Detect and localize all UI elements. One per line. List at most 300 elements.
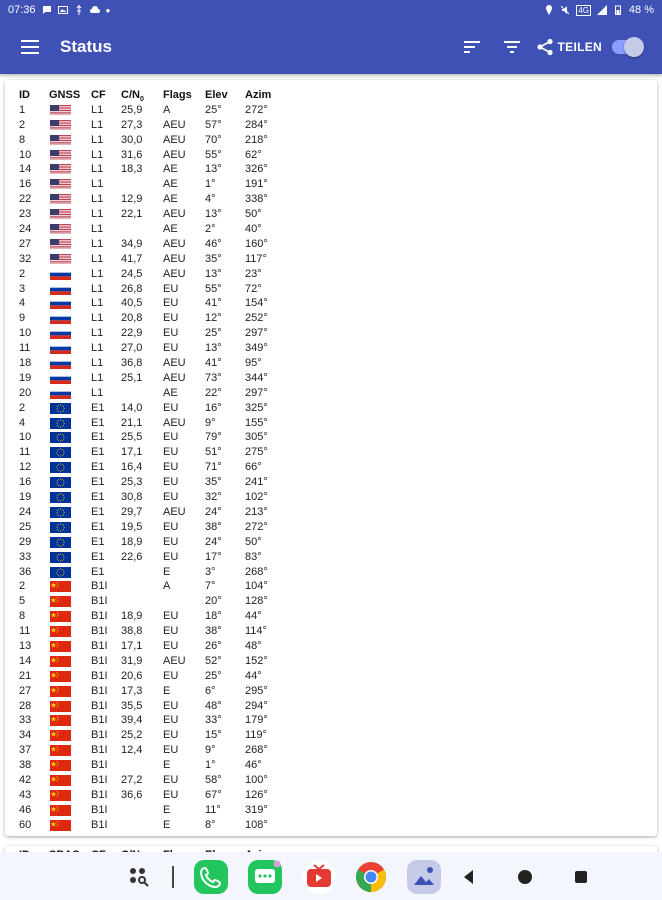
table-row [19, 192, 639, 207]
cell-elev: 13° [205, 163, 222, 176]
cell-azim: 155° [245, 416, 268, 429]
cell-azim: 50° [245, 535, 262, 548]
china-flag-icon [50, 775, 71, 786]
cell-cf: B1I [91, 669, 108, 682]
table-row [19, 505, 639, 520]
signal-icon [597, 5, 607, 15]
cell-azim: 297° [245, 327, 268, 340]
cell-elev: 51° [205, 446, 222, 459]
china-flag-icon [50, 641, 71, 652]
cell-cf: B1I [91, 759, 108, 772]
cell-cf: B1I [91, 773, 108, 786]
russia-flag-icon [50, 298, 71, 309]
table-row [19, 579, 639, 594]
cell-cn0: 18,9 [121, 610, 143, 623]
us-flag-icon [50, 120, 71, 131]
us-flag-icon [50, 150, 71, 161]
cell-id: 16 [19, 178, 32, 191]
battery-icon [613, 5, 623, 15]
cell-id: 2 [19, 118, 26, 131]
cell-azim: 117° [245, 252, 267, 265]
cell-cf: B1I [91, 699, 108, 712]
cell-flags: AEU [163, 252, 186, 265]
eu-flag-icon [50, 537, 71, 548]
tv-app[interactable] [300, 858, 338, 896]
cell-elev: 55° [205, 282, 222, 295]
cell-cn0: 19,5 [121, 520, 143, 533]
cell-azim: 344° [245, 371, 268, 384]
cell-azim: 191° [245, 178, 268, 191]
cell-flags: EU [163, 312, 179, 325]
cell-cn0: 36,8 [121, 357, 143, 370]
china-flag-icon [50, 596, 71, 607]
cell-id: 37 [19, 744, 32, 757]
china-flag-icon [50, 745, 71, 756]
cell-id: 4 [19, 416, 26, 429]
cell-azim: 252° [245, 312, 268, 325]
cell-id: 4 [19, 297, 26, 310]
cell-azim: 268° [245, 565, 268, 578]
cell-cf: B1I [91, 684, 108, 697]
cell-cn0: 31,9 [121, 654, 143, 667]
cell-flags: AEU [163, 416, 186, 429]
cell-azim: 100° [245, 773, 268, 786]
cell-cf: E1 [91, 476, 105, 489]
cell-azim: 326° [245, 163, 268, 176]
cell-elev: 48° [205, 699, 222, 712]
cell-flags: EU [163, 327, 179, 340]
cell-flags: EU [163, 297, 179, 310]
cell-cn0: 20,8 [121, 312, 143, 325]
cell-elev: 38° [205, 520, 222, 533]
russia-flag-icon [50, 284, 71, 295]
cell-elev: 15° [205, 729, 222, 742]
gallery-app[interactable] [405, 858, 443, 896]
cell-elev: 26° [205, 639, 222, 652]
cell-elev: 73° [205, 371, 222, 384]
us-flag-icon [50, 209, 71, 220]
cell-elev: 55° [205, 148, 222, 161]
cell-azim: 179° [245, 714, 268, 727]
cell-id: 11 [19, 342, 31, 355]
menu-button[interactable] [0, 20, 60, 74]
table-row [19, 103, 639, 118]
cell-flags: AEU [163, 148, 186, 161]
table-row [19, 788, 639, 803]
table-header [19, 88, 639, 103]
cell-cf: E1 [91, 401, 105, 414]
cell-elev: 25° [205, 327, 222, 340]
table-row [19, 699, 639, 714]
cell-cn0: 36,6 [121, 788, 143, 801]
table-row [19, 133, 639, 148]
china-flag-icon [50, 790, 71, 801]
cell-cn0: 12,9 [121, 193, 143, 206]
header-id: ID [19, 89, 30, 101]
cell-flags: AEU [163, 118, 186, 131]
china-flag-icon [50, 701, 71, 712]
cell-azim: 72° [245, 282, 262, 295]
share-label: TEILEN [557, 40, 602, 54]
table-row [19, 758, 639, 773]
cell-id: 9 [19, 312, 26, 325]
us-flag-icon [50, 105, 71, 116]
cell-elev: 9° [205, 744, 216, 757]
cell-elev: 16° [205, 401, 222, 414]
cell-cf: L1 [91, 193, 104, 206]
russia-flag-icon [50, 313, 71, 324]
cell-cf: L1 [91, 371, 104, 384]
cell-id: 46 [19, 803, 32, 816]
cell-cf: L1 [91, 163, 104, 176]
cell-cf: L1 [91, 118, 104, 131]
cell-elev: 70° [205, 133, 222, 146]
cell-elev: 13° [205, 267, 222, 280]
cell-azim: 319° [245, 803, 268, 816]
cell-azim: 119° [245, 729, 267, 742]
cell-cf: B1I [91, 610, 108, 623]
us-flag-icon [50, 224, 71, 235]
cell-cf: L1 [91, 252, 104, 265]
table-row [19, 520, 639, 535]
table-row [19, 371, 639, 386]
cell-cn0: 29,7 [121, 505, 143, 518]
filter-icon [504, 41, 520, 53]
cell-cn0: 17,1 [121, 446, 143, 459]
eu-flag-icon [50, 447, 71, 458]
messages-app[interactable] [246, 858, 284, 896]
cell-azim: 284° [245, 118, 268, 131]
filter-button[interactable] [492, 20, 532, 74]
status-time: 07:36 [8, 4, 36, 16]
cell-flags: AEU [163, 237, 186, 250]
cell-elev: 11° [205, 803, 221, 816]
cell-flags: AEU [163, 654, 186, 667]
cell-cn0: 25,5 [121, 431, 143, 444]
cell-id: 34 [19, 729, 32, 742]
cell-elev: 3° [205, 565, 216, 578]
table-row [19, 594, 639, 609]
russia-flag-icon [50, 269, 71, 280]
table-row [19, 654, 639, 669]
china-flag-icon [50, 715, 71, 726]
cell-id: 23 [19, 208, 32, 221]
share-button[interactable] [532, 20, 612, 74]
app-drawer-button[interactable] [120, 858, 158, 896]
cell-cf: E1 [91, 520, 105, 533]
table-row [19, 445, 639, 460]
cell-id: 14 [19, 654, 32, 667]
us-flag-icon [50, 239, 71, 250]
cell-cf: B1I [91, 654, 108, 667]
cell-azim: 44° [245, 610, 262, 623]
cell-id: 60 [19, 818, 32, 831]
cell-elev: 33° [205, 714, 222, 727]
table-row [19, 401, 639, 416]
cell-cn0: 35,5 [121, 699, 143, 712]
cell-cn0: 40,5 [121, 297, 143, 310]
cell-cf: L1 [91, 237, 104, 250]
cell-elev: 13° [205, 342, 222, 355]
us-flag-icon [50, 179, 71, 190]
cell-azim: 338° [245, 193, 268, 206]
cell-elev: 71° [205, 461, 222, 474]
cell-cn0: 25,3 [121, 476, 143, 489]
gallery-icon [58, 5, 68, 15]
header-cn0-sub: 0 [139, 96, 144, 104]
cell-elev: 79° [205, 431, 222, 444]
eu-flag-icon [50, 522, 71, 533]
cell-id: 27 [19, 237, 32, 250]
china-flag-icon [50, 760, 71, 771]
cell-flags: AEU [163, 208, 186, 221]
cell-azim: 46° [245, 759, 262, 772]
cell-elev: 9° [205, 416, 216, 429]
cell-elev: 8° [205, 818, 216, 831]
cell-azim: 154° [245, 297, 268, 310]
cell-cn0: 26,8 [121, 282, 143, 295]
cell-cf: B1I [91, 639, 108, 652]
cell-id: 1 [19, 103, 26, 116]
cell-azim: 48° [245, 639, 262, 652]
cell-azim: 66° [245, 461, 262, 474]
header-cf: CF [91, 89, 106, 101]
cell-elev: 41° [205, 297, 222, 310]
cell-azim: 272° [245, 103, 268, 116]
table-row [19, 669, 639, 684]
sort-icon [464, 41, 480, 53]
cell-cn0: 25,9 [121, 103, 143, 116]
cell-elev: 7° [205, 580, 216, 593]
eu-flag-icon [50, 403, 71, 414]
cell-id: 24 [19, 505, 32, 518]
sort-button[interactable] [452, 20, 492, 74]
table-row [19, 416, 639, 431]
table-row [19, 162, 639, 177]
cell-cn0: 18,9 [121, 535, 143, 548]
battery-level: 48 % [628, 4, 654, 16]
cell-flags: E [163, 818, 171, 831]
cell-elev: 24° [205, 505, 222, 518]
table-row [19, 460, 639, 475]
cell-azim: 104° [245, 580, 268, 593]
eu-flag-icon [50, 432, 71, 443]
cell-elev: 35° [205, 252, 222, 265]
cell-cf: L1 [91, 282, 104, 295]
cell-elev: 57° [205, 118, 222, 131]
cell-azim: 23° [245, 267, 262, 280]
table-row [19, 624, 639, 639]
cell-elev: 38° [205, 625, 222, 638]
cell-id: 19 [19, 371, 32, 384]
cell-id: 21 [19, 669, 32, 682]
status-bar [0, 0, 662, 20]
table-row [19, 728, 639, 743]
cloud-icon [90, 5, 100, 15]
cell-cf: L1 [91, 223, 104, 236]
cell-id: 25 [19, 520, 32, 533]
table-row [19, 818, 639, 833]
table-row [19, 222, 639, 237]
cell-flags: AEU [163, 133, 186, 146]
cell-cn0: 27,0 [121, 342, 143, 355]
table-row [19, 296, 639, 311]
cell-flags: EU [163, 431, 179, 444]
eu-flag-icon [50, 462, 71, 473]
chrome-icon [353, 859, 389, 895]
cell-elev: 32° [205, 491, 222, 504]
table-row [19, 550, 639, 565]
chrome-app[interactable] [352, 858, 390, 896]
table-row [19, 743, 639, 758]
cell-flags: EU [163, 476, 179, 489]
cell-elev: 67° [205, 788, 222, 801]
dot-icon: ● [105, 5, 111, 15]
cell-flags: AE [163, 386, 178, 399]
cell-azim: 213° [245, 505, 268, 518]
table-row [19, 252, 639, 267]
live-toggle[interactable] [612, 40, 642, 54]
cell-cf: L1 [91, 208, 104, 221]
cell-cn0: 17,3 [121, 684, 143, 697]
cell-cn0: 22,6 [121, 550, 143, 563]
recents-button[interactable] [562, 858, 600, 896]
cell-cn0: 20,6 [121, 669, 143, 682]
eu-flag-icon [50, 552, 71, 563]
cell-elev: 52° [205, 654, 222, 667]
table-row [19, 386, 639, 401]
cell-id: 3 [19, 282, 26, 295]
cell-flags: EU [163, 729, 179, 742]
header-elev: Elev [205, 89, 228, 101]
cell-elev: 18° [205, 610, 222, 623]
cell-azim: 295° [245, 684, 268, 697]
table-row [19, 326, 639, 341]
cell-elev: 58° [205, 773, 222, 786]
cell-cf: E1 [91, 535, 105, 548]
app-drawer-icon [127, 865, 151, 889]
cell-elev: 20° [205, 595, 222, 608]
cell-id: 10 [19, 148, 32, 161]
cell-cf: E1 [91, 505, 105, 518]
navigation-bar [0, 852, 662, 900]
cell-flags: AE [163, 193, 178, 206]
table-row [19, 684, 639, 699]
cell-flags: EU [163, 639, 179, 652]
russia-flag-icon [50, 388, 71, 399]
table-row [19, 609, 639, 624]
cell-cn0: 22,9 [121, 327, 143, 340]
cell-cf: B1I [91, 580, 108, 593]
cell-azim: 305° [245, 431, 268, 444]
cell-cf: L1 [91, 103, 104, 116]
cell-elev: 12° [205, 312, 222, 325]
app-bar [0, 20, 662, 74]
cell-cn0: 25,1 [121, 371, 143, 384]
cell-elev: 1° [205, 759, 216, 772]
cell-elev: 13° [205, 208, 222, 221]
cell-id: 29 [19, 535, 32, 548]
table-row [19, 535, 639, 550]
cell-cn0: 12,4 [121, 744, 143, 757]
china-flag-icon [50, 671, 71, 682]
cell-id: 11 [19, 446, 31, 459]
cell-cf: L1 [91, 312, 104, 325]
cell-flags: EU [163, 744, 179, 757]
table-row [19, 237, 639, 252]
cell-id: 33 [19, 550, 32, 563]
phone-app[interactable] [192, 858, 230, 896]
cell-azim: 268° [245, 744, 268, 757]
table-row [19, 177, 639, 192]
cell-azim: 349° [245, 342, 268, 355]
cell-flags: EU [163, 282, 179, 295]
cell-flags: AEU [163, 505, 186, 518]
cell-id: 11 [19, 625, 31, 638]
cell-id: 33 [19, 714, 32, 727]
recents-icon [573, 869, 589, 885]
tv-icon [301, 859, 337, 895]
back-button[interactable] [450, 858, 488, 896]
cell-cf: B1I [91, 744, 108, 757]
cell-flags: AE [163, 223, 178, 236]
cell-cn0: 22,1 [121, 208, 143, 221]
phone-icon [193, 859, 229, 895]
cell-id: 43 [19, 788, 32, 801]
eu-flag-icon [50, 477, 71, 488]
cell-cf: L1 [91, 133, 104, 146]
usb-icon [74, 5, 84, 15]
cell-elev: 2° [205, 223, 216, 236]
russia-flag-icon [50, 358, 71, 369]
cell-cf: B1I [91, 803, 108, 816]
china-flag-icon [50, 656, 71, 667]
home-button[interactable] [506, 858, 544, 896]
us-flag-icon [50, 194, 71, 205]
table-row [19, 148, 639, 163]
us-flag-icon [50, 135, 71, 146]
cell-id: 24 [19, 223, 32, 236]
china-flag-icon [50, 581, 71, 592]
table-row [19, 430, 639, 445]
cell-azim: 114° [245, 625, 267, 638]
cell-azim: 241° [245, 476, 268, 489]
table-row [19, 803, 639, 818]
cell-id: 10 [19, 431, 32, 444]
china-flag-icon [50, 686, 71, 697]
cell-flags: AE [163, 178, 178, 191]
satellite-table [19, 88, 639, 833]
cell-cn0: 25,2 [121, 729, 143, 742]
cell-cf: E1 [91, 550, 105, 563]
cell-id: 5 [19, 595, 26, 608]
china-flag-icon [50, 820, 71, 831]
cell-cf: E1 [91, 491, 105, 504]
cell-flags: A [163, 103, 171, 116]
cell-azim: 294° [245, 699, 268, 712]
russia-flag-icon [50, 328, 71, 339]
table-row [19, 773, 639, 788]
cell-flags: EU [163, 610, 179, 623]
cell-cf: L1 [91, 267, 104, 280]
header-cn0-main: C/N [121, 89, 140, 101]
cell-flags: AE [163, 163, 178, 176]
cell-cn0: 41,7 [121, 252, 143, 265]
cell-cf: L1 [91, 357, 104, 370]
cell-id: 20 [19, 386, 32, 399]
cell-azim: 325° [245, 401, 268, 414]
cell-azim: 95° [245, 357, 262, 370]
